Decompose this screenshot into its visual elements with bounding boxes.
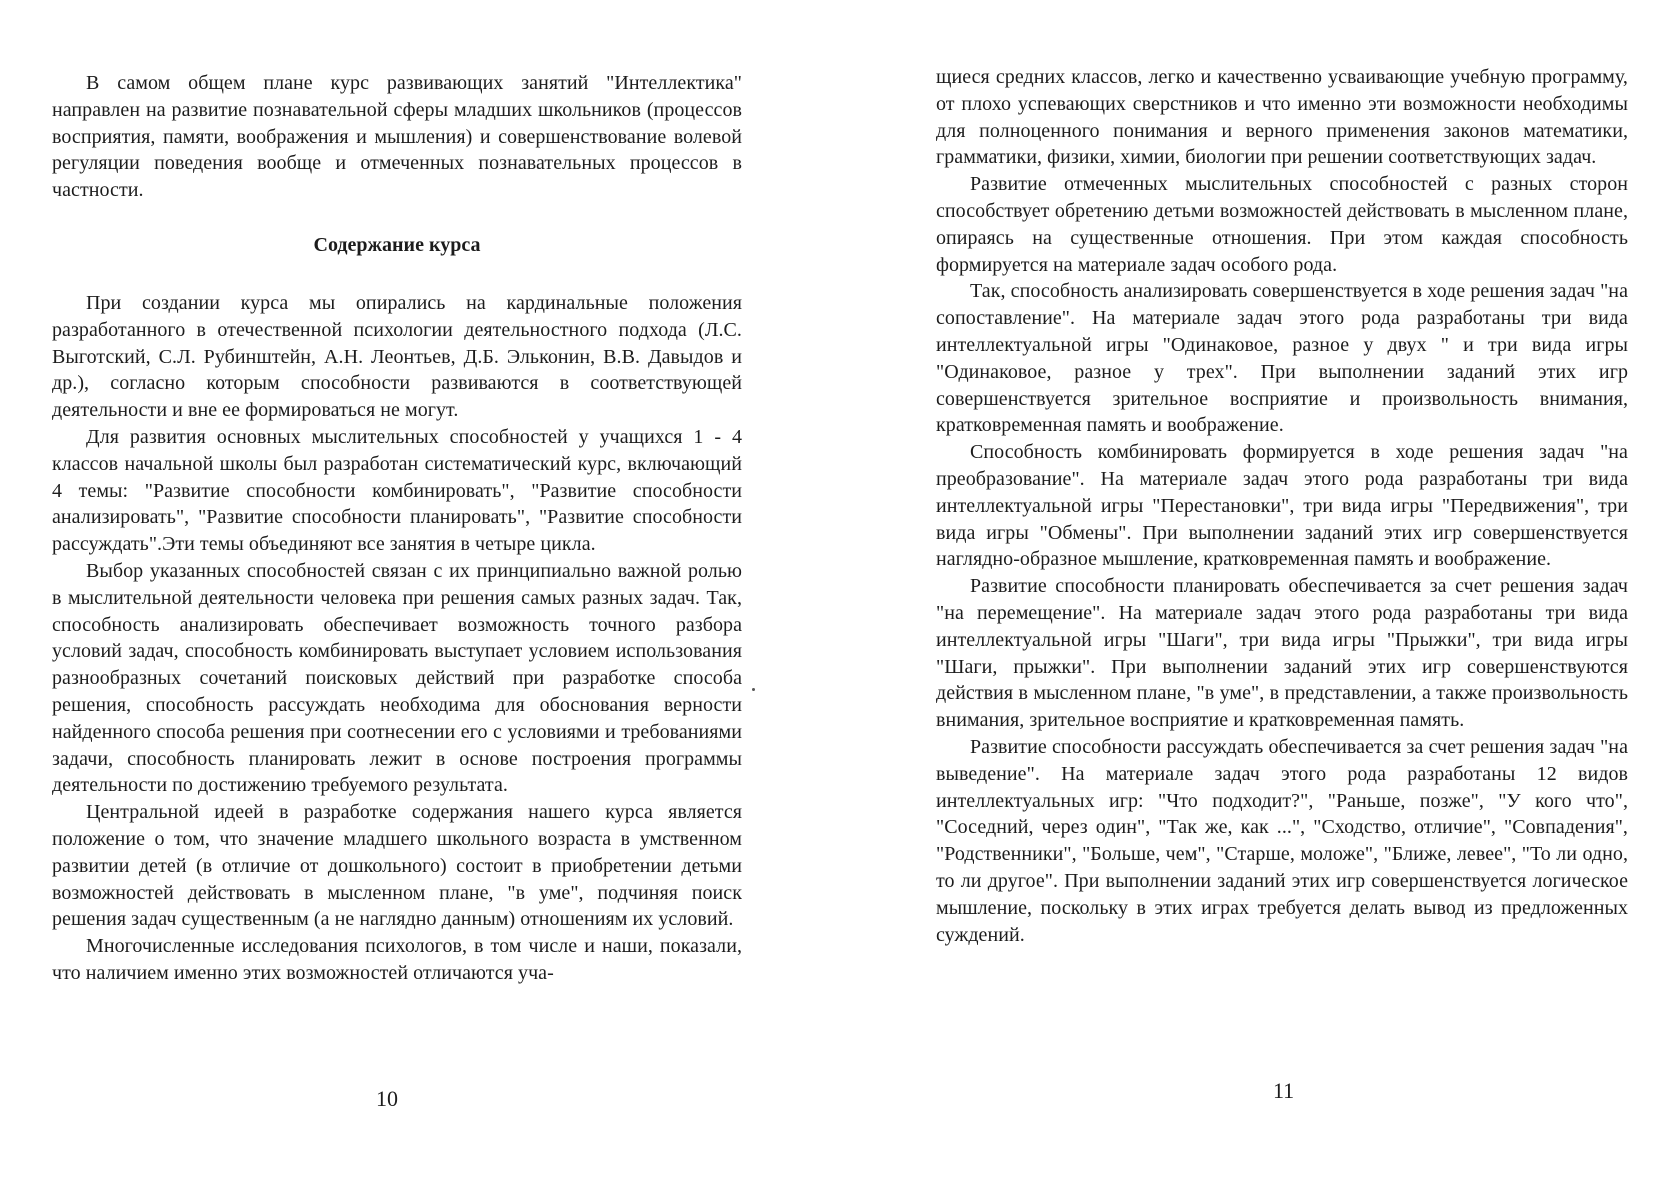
paragraph: Способность комбинировать формируется в ходе решения задач "на преобразование". На материале задач этого рода разработаны три вида интеллектуальной игры "Перестановки", три вида игры "Передвижения", три вида игры "Обмены". При выполнении заданий этих игр совершенствуется наглядно-образное мышление, кратковременная память и воображение. bbox=[936, 441, 1628, 571]
paragraph: Развитие способности рассуждать обеспечивается за счет решения задач "на выведение". На материале задач этого рода разработаны 12 видов интеллектуальных игр: "Что подходит?", "Раньше, позже", "У кого что", "Соседний, через один", "Так же, как ...", "Сходство, отличие", "Совпадения", "Родственники", "Больше, чем", "Старше, моложе", "Ближе, левее", "То ли одно, то ли другое". При выполнении заданий этих игр совершенствуется логическое мышление, поскольку в этих играх требуется делать вывод из предложенных суждений. bbox=[936, 735, 1628, 946]
paragraph: При создании курса мы опирались на кардинальные положения разработанного в отечественной психологии деятельностного подхода (Л.С. Выготский, С.Л. Рубинштейн, А.Н. Леонтьев, Д.Б. Эльконин, В.В. Давыдов и др.), согласно которым способности развиваются в соответствующей деятельности и вне ее формироваться не могут. bbox=[52, 291, 742, 422]
paragraph: Для развития основных мыслительных способностей у учащихся 1 - 4 классов начальной школы был разработан систематический курс, включающий 4 темы: "Развитие способности комбинировать", "Развитие способности анализировать", "Развитие способности планировать", "Развитие способности рассуждать".Эти темы объединяют все занятия в четыре цикла. bbox=[52, 425, 742, 556]
page-number-right: 11 bbox=[1273, 1078, 1295, 1103]
paragraph: Развитие отмеченных мыслительных способностей с разных сторон способствует обретению детьми возможностей действовать в мысленном плане, опираясь на существенные отношения. При этом каждая способность формируется на материале задач особого рода. bbox=[936, 173, 1628, 276]
paragraph: Центральной идеей в разработке содержания нашего курса является положение о том, что значение младшего школьного возраста в умственном развитии детей (в отличие от дошкольного) состоит в приобретении детьми возможностей действовать в мысленном плане, "в уме", подчиняя поиск решения задач существенным (а не наглядно данным) отношениям их условий. bbox=[52, 801, 742, 931]
left-page bbox=[0, 0, 828, 1204]
section-heading: Содержание курса bbox=[313, 233, 481, 256]
right-page-text bbox=[936, 64, 1628, 948]
paragraph: Развитие способности планировать обеспечивается за счет решения задач "на перемещение". На материале задач этого рода разработаны три вида интеллектуальной игры "Шаги", три вида игры "Прыжки", три вида игры "Шаги, прыжки". При выполнении заданий этих игр совершенствуются действия в мысленном плане, "в уме", в представлении, а также произвольность внимания, зрительное восприятие и кратковременная память. bbox=[936, 575, 1628, 732]
paragraph: Многочисленные исследования психологов, в том числе и наши, показали, что наличием именно этих возможностей отличаются уча- bbox=[52, 935, 742, 984]
right-page bbox=[828, 0, 1657, 1204]
left-page-text bbox=[52, 70, 742, 987]
intro-paragraph: В самом общем плане курс развивающих занятий "Интеллектика" направлен на развитие познавательной сферы младших школьников (процессов восприятия, памяти, воображения и мышления) и совершенствование волевой регуляции поведения вообще и отмеченных познавательных процессов в частности. bbox=[52, 72, 742, 202]
paragraph: Так, способность анализировать совершенствуется в ходе решения задач "на сопоставление". На материале задач этого рода разработаны три вида интеллектуальной игры "Одинаковое, разное у двух " и три вида игры "Одинаковое, разное у трех". При выполнении заданий этих игр совершенствуется зрительное восприятие и произвольность внимания, кратковременная память и воображение. bbox=[936, 280, 1628, 437]
scan-speck bbox=[752, 688, 755, 691]
continued-paragraph: щиеся средних классов, легко и качественно усваивающие учебную программу, от плохо успевающих сверстников и что именно эти возможности необходимы для полноценного понимания и верного применения законов математики, грамматики, физики, химии, биологии при решении соответствующих задач. bbox=[936, 66, 1628, 169]
page-number-left: 10 bbox=[376, 1086, 398, 1111]
paragraph: Выбор указанных способностей связан с их принципиально важной ролью в мыслительной деятельности человека при решения самых разных задач. Так, способность анализировать обеспечивает возможность точного разбора условий задач, способность комбинировать выступает условием использования разнообразных сочетаний поисковых действий при разработке способа решения, способность рассуждать необходима для обоснования верности найденного способа решения при соотнесении его с условиями и требованиями задачи, способность планировать лежит в основе построения программы деятельности по достижению требуемого результата. bbox=[52, 559, 742, 797]
